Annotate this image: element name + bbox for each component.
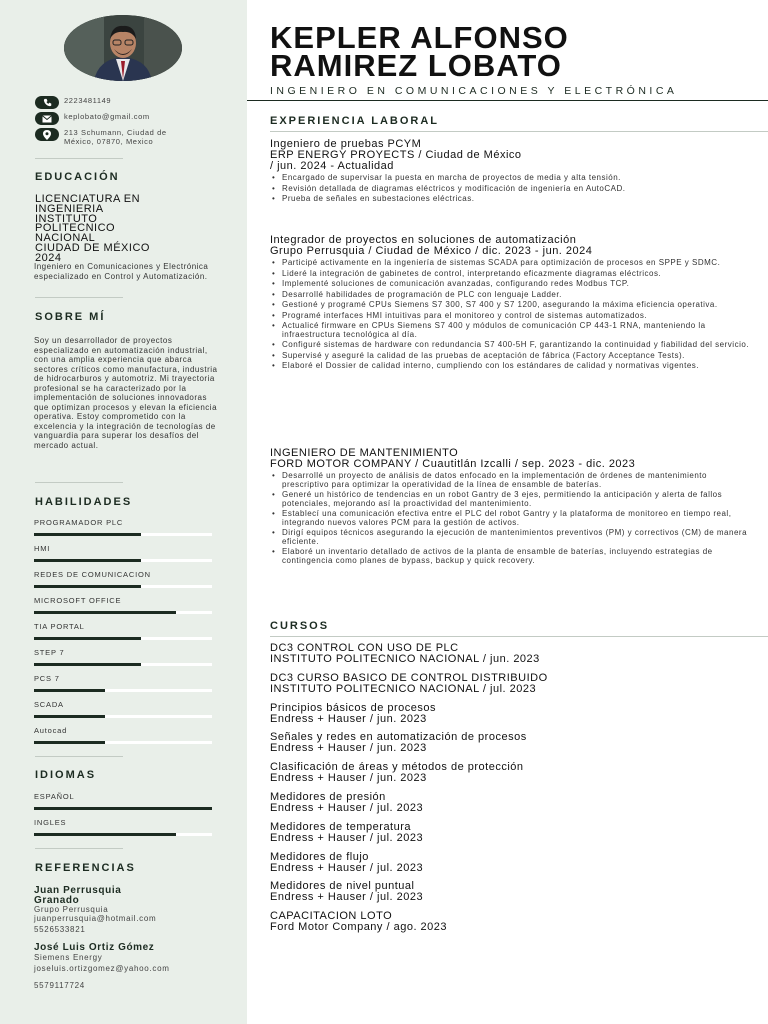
- contact-address: [35, 128, 215, 146]
- skill-item: [34, 648, 212, 657]
- skill-bar-fill: [34, 585, 141, 588]
- course-title: Señales y redes en automatización de procesos: [270, 731, 527, 744]
- job-bullet: • Prueba de señales en subestaciones eléctricas.: [270, 195, 750, 204]
- skill-bar-fill: [34, 663, 141, 666]
- job-bullet: • Implementé soluciones de comunicación avanzadas, configurando redes Modbus TCP.: [270, 280, 750, 289]
- address-text: [64, 128, 167, 146]
- course-item: [270, 703, 750, 725]
- name-line-2: RAMIREZ LOBATO: [270, 48, 562, 83]
- job-bullet: • Dirigí equipos técnicos asegurando la ejecución de mantenimientos preventivos (PM) y correctivos (CM) de manera eficiente.: [270, 529, 750, 546]
- skill-item: [34, 518, 212, 527]
- job-bullet: • Elaboré el Dossier de calidad interno, cumpliendo con los estándares de calidad y normativas vigentes.: [270, 362, 750, 371]
- course-title: CAPACITACION LOTO: [270, 910, 393, 923]
- skill-bar-fill: [34, 715, 105, 718]
- course-item: [270, 762, 750, 784]
- course-item: [270, 822, 750, 844]
- skill-item: [34, 622, 212, 631]
- course-title: Medidores de nivel puntual: [270, 880, 415, 893]
- course-provider: Ford Motor Company / ago. 2023: [270, 921, 448, 934]
- sidebar-divider: [35, 848, 123, 849]
- skill-label: Autocad: [34, 726, 68, 735]
- job-bullets: [270, 174, 750, 204]
- skill-item: [34, 544, 212, 553]
- references-heading: REFERENCIAS: [35, 862, 136, 874]
- job-bullet: • Actualicé firmware en CPUs Siemens S7 400 y módulos de comunicación CP 443-1 RNA, manteniendo la infraestructura tecnológica al día.: [270, 322, 750, 339]
- skill-bar: [34, 689, 212, 692]
- skill-bar-fill: [34, 533, 141, 536]
- skill-bar-fill: [34, 611, 176, 614]
- job-bullet: • Supervisé y aseguré la calidad de las pruebas de aceptación de fábrica (Factory Acceptance Tests).: [270, 352, 750, 361]
- skill-bar-fill: [34, 689, 105, 692]
- course-item: [270, 911, 750, 933]
- name-line-1: KEPLER ALFONSO: [270, 20, 569, 55]
- sidebar-divider: [35, 158, 123, 159]
- language-bar: [34, 833, 212, 836]
- skill-label: STEP 7: [34, 648, 65, 657]
- skill-item: [34, 570, 212, 579]
- address-line-2: México, 07870, Mexico: [64, 137, 154, 146]
- job-bullet: • Configuré sistemas de hardware con redundancia S7 400-5H F, garantizando la continuidad y fiabilidad del servicio.: [270, 341, 750, 350]
- skill-label: HMI: [34, 544, 51, 553]
- degree-line: CIUDAD DE MÉXICO: [35, 241, 150, 254]
- job-company: Grupo Perrusquia / Ciudad de México / dic. 2023 - jun. 2024: [270, 245, 593, 257]
- phone-icon: [35, 96, 59, 109]
- sidebar-divider: [35, 482, 123, 483]
- course-item: [270, 673, 750, 695]
- skill-label: TIA PORTAL: [34, 622, 85, 631]
- skill-bar: [34, 533, 212, 536]
- job-entry: [270, 448, 750, 567]
- skill-label: PCS 7: [34, 674, 60, 683]
- job-bullet: • Programé interfaces HMI intuitivas para el monitoreo y control de sistemas automatizados.: [270, 312, 750, 321]
- job-bullet: • Generé un histórico de tendencias en un robot Gantry de 3 ejes, permitiendo la anticipación y alerta de fallos potenciales, mejorando así la proactividad del mantenimiento.: [270, 491, 750, 508]
- job-bullet: • Participé activamente en la ingeniería de sistemas SCADA para optimización de procesos en SPPE y SDMC.: [270, 259, 750, 268]
- reference-name: José Luis Ortiz Gómez: [34, 942, 155, 953]
- job-title: INGENIERO DE MANTENIMIENTO: [270, 447, 459, 459]
- job-entry: [270, 235, 750, 373]
- about-heading: SOBRE MÍ: [35, 311, 106, 323]
- job-company: FORD MOTOR COMPANY / Cuautitlán Izcalli / sep. 2023 - dic. 2023: [270, 458, 636, 470]
- skill-label: REDES DE COMUNICACION: [34, 570, 151, 579]
- skill-item: [34, 674, 212, 683]
- skill-item: [34, 700, 212, 709]
- sidebar-divider: [35, 756, 123, 757]
- degree-line: POLITECNICO: [35, 222, 116, 235]
- section-divider: [270, 131, 768, 132]
- course-item: [270, 732, 750, 754]
- full-name: [270, 20, 569, 83]
- course-item: [270, 852, 750, 874]
- skill-item: [34, 726, 212, 735]
- skill-bar-fill: [34, 559, 141, 562]
- skills-heading: HABILIDADES: [35, 496, 133, 508]
- course-title: Clasificación de áreas y métodos de protección: [270, 761, 524, 774]
- course-provider: INSTITUTO POLITECNICO NACIONAL / jul. 2023: [270, 682, 537, 695]
- language-item: [34, 792, 212, 801]
- address-line-1: 213 Schumann, Ciudad de: [64, 128, 167, 137]
- course-provider: Endress + Hauser / jul. 2023: [270, 831, 424, 844]
- skill-bar-fill: [34, 637, 141, 640]
- education-heading: EDUCACIÓN: [35, 171, 120, 183]
- job-bullet: • Revisión detallada de diagramas eléctricos y modificación de ingeniería en AutoCAD.: [270, 185, 750, 194]
- degree-line: INGENIERIA: [35, 202, 104, 215]
- phone-text: 2223481149: [64, 96, 112, 105]
- languages-heading: IDIOMAS: [35, 769, 97, 781]
- avatar: [64, 15, 182, 81]
- profile-photo: [64, 15, 182, 81]
- job-role: INGENIERO EN COMUNICACIONES Y ELECTRÓNICA: [270, 85, 678, 97]
- course-title: DC3 CURSO BASICO DE CONTROL DISTRIBUIDO: [270, 671, 548, 684]
- skill-item: [34, 596, 212, 605]
- language-item: [34, 818, 212, 827]
- job-bullet: • Desarrollé habilidades de programación de PLC con lenguaje Ladder.: [270, 291, 750, 300]
- job-company: ERP ENERGY PROYECTS / Ciudad de México: [270, 149, 522, 161]
- sidebar: [0, 0, 247, 1024]
- reference-company: Grupo Perrusquia: [34, 905, 109, 914]
- language-label: INGLES: [34, 818, 67, 827]
- course-title: Medidores de flujo: [270, 850, 369, 863]
- course-provider: Endress + Hauser / jun. 2023: [270, 712, 427, 725]
- language-bar-fill: [34, 807, 212, 810]
- reference-phone: 5526533821: [34, 925, 86, 934]
- job-bullet: • Desarrollé un proyecto de análisis de datos enfocado en la implementación de órdenes de mantenimiento prescriptivo para optimizar la operatividad de la línea de ensamble de baterías.: [270, 472, 750, 489]
- language-bar: [34, 807, 212, 810]
- job-bullet: • Elaboré un inventario detallado de activos de la planta de ensamble de baterías, incluyendo estrategias de contingencia como planes de bypass, backup y quick recovery.: [270, 548, 750, 565]
- skill-label: PROGRAMADOR PLC: [34, 518, 124, 527]
- education-degree: [35, 195, 215, 264]
- experience-heading: EXPERIENCIA LABORAL: [270, 115, 439, 127]
- job-entry: [270, 139, 750, 206]
- job-bullet: • Gestioné y programé CPUs Siemens S7 300, S7 400 y S7 1200, asegurando la máxima eficiencia operativa.: [270, 301, 750, 310]
- reference-phone: 5579117724: [34, 981, 85, 990]
- skill-bar-fill: [34, 741, 105, 744]
- job-bullets: [270, 259, 750, 371]
- reference-email[interactable]: joseluis.ortizgomez@yahoo.com: [34, 964, 170, 973]
- course-title: Medidores de presión: [270, 791, 386, 803]
- course-provider: INSTITUTO POLITECNICO NACIONAL / jun. 2023: [270, 653, 540, 665]
- about-text: Soy un desarrollador de proyectos especializado en automatización industrial, con una amplia experiencia que abarca sectores críticos como manufactura, industria de hidrocarburos y automotriz. Mi trayectoria profesional se ha caracterizado por la implementación de soluciones innovadoras que optimizan procesos y elevan la eficiencia operativa. Estoy comprometido con la excelencia y la integración de tecnologías de vanguardia para superar los desafíos del mercado actual.: [34, 336, 218, 450]
- job-title: Integrador de proyectos en soluciones de automatización: [270, 234, 577, 246]
- course-provider: Endress + Hauser / jun. 2023: [270, 772, 427, 785]
- skill-bar: [34, 559, 212, 562]
- skill-bar: [34, 585, 212, 588]
- course-provider: Endress + Hauser / jun. 2023: [270, 742, 427, 755]
- course-item: [270, 792, 750, 814]
- course-provider: Endress + Hauser / jul. 2023: [270, 802, 424, 814]
- job-bullet: • Lideré la integración de gabinetes de control, interpretando eficazmente diagramas eléctricos.: [270, 270, 750, 279]
- contact-email[interactable]: [35, 112, 215, 125]
- course-title: DC3 CONTROL CON USO DE PLC: [270, 642, 459, 654]
- email-text: keplobato@gmail.com: [64, 112, 150, 121]
- courses-heading: CURSOS: [270, 620, 330, 632]
- language-label: ESPAÑOL: [34, 792, 75, 801]
- skill-label: MICROSOFT OFFICE: [34, 596, 122, 605]
- course-item: [270, 643, 750, 665]
- sidebar-divider: [35, 297, 123, 298]
- skill-bar: [34, 663, 212, 666]
- degree-line: 2024: [35, 251, 62, 264]
- degree-line: INSTITUTO: [35, 212, 98, 225]
- course-item: [270, 881, 750, 903]
- degree-line: NACIONAL: [35, 232, 96, 245]
- contact-phone[interactable]: [35, 96, 215, 109]
- skill-bar: [34, 715, 212, 718]
- education-description: Ingeniero en Comunicaciones y Electrónica especializado en Control y Automatización.: [34, 262, 209, 281]
- reference-name: Juan Perrusquia Granado: [34, 885, 122, 906]
- skill-bar: [34, 741, 212, 744]
- skill-label: SCADA: [34, 700, 64, 709]
- language-bar-fill: [34, 833, 176, 836]
- job-bullets: [270, 472, 750, 565]
- course-provider: Endress + Hauser / jul. 2023: [270, 891, 424, 904]
- reference-email[interactable]: juanperrusquia@hotmail.com: [34, 914, 157, 923]
- job-bullet: • Establecí una comunicación efectiva entre el PLC del robot Gantry y la plataforma de monitoreo en tiempo real, integrando nuevos valores PCM para la gestión de activos.: [270, 510, 750, 527]
- course-provider: Endress + Hauser / jul. 2023: [270, 861, 424, 874]
- course-title: Medidores de temperatura: [270, 820, 412, 833]
- location-pin-icon: [35, 128, 59, 141]
- job-title: Ingeniero de pruebas PCYM: [270, 138, 422, 150]
- skill-bar: [34, 637, 212, 640]
- job-bullet: • Encargado de supervisar la puesta en marcha de proyectos de media y alta tensión.: [270, 174, 750, 183]
- course-title: Principios básicos de procesos: [270, 701, 437, 714]
- job-dates: / jun. 2024 - Actualidad: [270, 160, 394, 172]
- skill-bar: [34, 611, 212, 614]
- email-icon: [35, 112, 59, 125]
- section-divider: [270, 636, 768, 637]
- header-rule: [247, 100, 768, 101]
- degree-line: LICENCIATURA EN: [35, 193, 141, 205]
- reference-company: Siemens Energy: [34, 953, 103, 962]
